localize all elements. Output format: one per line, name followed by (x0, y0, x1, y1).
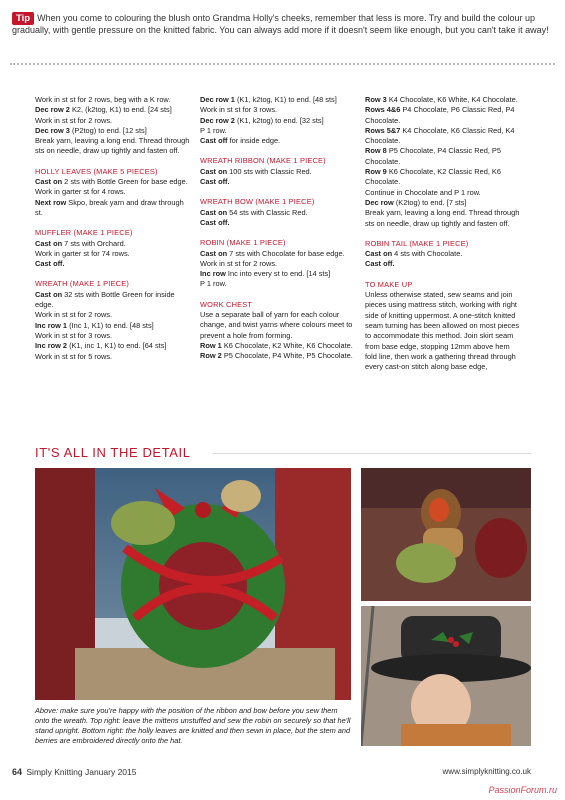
instruction-text: 7 sts with Chocolate for base edge. (227, 248, 345, 258)
instruction-label: Cast off (200, 136, 228, 146)
instruction-line (35, 187, 190, 197)
instruction-line (200, 116, 355, 126)
instruction-line (365, 95, 520, 105)
instruction-label: Dec row 2 (35, 105, 70, 115)
instruction-text: P 1 row. (200, 125, 227, 135)
magazine-issue: Simply Knitting January 2015 (26, 767, 137, 777)
instruction-line (200, 167, 355, 177)
instruction-text: K4 Chocolate, K6 Classic Red, K4 Chocolate. (365, 125, 515, 146)
instruction-label: Inc row 1 (35, 320, 68, 330)
instruction-line (35, 136, 190, 157)
instruction-text: Work in st st for 3 rows. (35, 330, 113, 340)
instruction-line (200, 105, 355, 115)
instruction-label: Inc row (200, 269, 226, 279)
instruction-line (365, 126, 520, 147)
page-number: 64 (12, 767, 23, 777)
instruction-text: Work in st st for 2 rows. (35, 310, 113, 320)
instruction-text: 4 sts with Chocolate. (392, 249, 463, 259)
instruction-line (35, 239, 190, 249)
instruction-label: Next row (35, 197, 67, 207)
instruction-text: Break yarn, leaving a long end. Thread through sts on needle, draw up tightly and fasten off. (365, 208, 520, 228)
instruction-label: Cast off. (365, 259, 395, 269)
instruction-line (200, 351, 355, 361)
instruction-line (365, 249, 520, 259)
instruction-line (35, 105, 190, 115)
instruction-line (35, 331, 190, 341)
instruction-label: Cast off. (200, 217, 230, 227)
instruction-text: Work in st st for 2 rows. (200, 258, 278, 268)
instruction-label: Row 2 (200, 351, 222, 361)
tip-text: When you come to colouring the blush onto Grandma Holly's cheeks, remember that less is more. Try and build the colour up gradually, with gentle pressure on the knitted fabric. You can always add more if it doesn't seem like enough, but you can't take it away! (12, 13, 549, 35)
instruction-text: Use a separate ball of yarn for each colour change, and twist yarns where colours meet to prevent a hole from forming. (200, 310, 353, 340)
website-link[interactable]: www.simplyknitting.co.uk (442, 767, 531, 776)
instruction-label: Cast on (35, 238, 63, 248)
instruction-line (35, 352, 190, 362)
section-heading: TO MAKE UP (365, 279, 413, 289)
section-heading: ROBIN TAIL (MAKE 1 PIECE) (365, 238, 469, 248)
instruction-text: 54 sts with Classic Red. (227, 207, 308, 217)
instruction-text: (K1, k2tog, K1) to end. [48 sts] (234, 95, 337, 104)
instruction-line (365, 290, 520, 372)
section-heading: MUFFLER (MAKE 1 PIECE) (35, 228, 133, 238)
instruction-line (200, 218, 355, 228)
instruction-label: Cast off. (35, 259, 65, 269)
pattern-column-2 (200, 95, 355, 362)
instruction-line (35, 198, 190, 219)
instruction-text: Unless otherwise stated, sew seams and join pieces using mattress stitch, working with right side of knitting uppermost. A one-stitch knitted seam turning has been allowed on most pieces to accommodate this method. Join skirt seam from base edge, stopping 12mm above hem fold line, then work a gathering thread through every cast-on stitch along base edge, (365, 290, 520, 372)
pattern-column-1 (35, 95, 190, 362)
instruction-line (35, 95, 190, 105)
instruction-label: Row 9 (365, 167, 387, 177)
instruction-text: Work in garter st for 4 rows. (35, 187, 126, 197)
instruction-text: P5 Chocolate, P4 White, P5 Chocolate. (221, 351, 353, 361)
instruction-text: (P2tog) to end. [12 sts] (69, 125, 147, 135)
instruction-line (35, 341, 190, 351)
instruction-text: K2, (k2tog, K1) to end. [24 sts] (69, 105, 172, 115)
instruction-text: 32 sts with Bottle Green for inside edge. (35, 289, 175, 310)
watermark: PassionForum.ru (488, 785, 557, 795)
instruction-text: P5 Chocolate, P4 Classic Red, P5 Chocolate. (365, 146, 501, 166)
instruction-text: Work in st st for 3 rows. (200, 105, 278, 115)
instruction-label: Cast on (200, 166, 228, 176)
section-heading: WREATH RIBBON (MAKE 1 PIECE) (200, 156, 326, 166)
instruction-text: (K1, k2tog) to end. [32 sts] (234, 115, 324, 125)
dotted-divider (10, 63, 555, 65)
instruction-label: Cast on (35, 289, 63, 299)
instruction-line (200, 249, 355, 259)
instruction-line (35, 259, 190, 269)
instruction-label: Row 3 (365, 95, 387, 104)
instruction-line (365, 198, 520, 208)
instruction-text: K6 Chocolate, K2 Classic Red, K6 Chocolate. (365, 167, 501, 187)
instruction-text: 2 sts with Bottle Green for base edge. (62, 177, 188, 187)
instruction-text: Work in st st for 2 rows, beg with a K row. (35, 95, 171, 104)
instruction-text: 100 sts with Classic Red. (227, 166, 312, 176)
instruction-line (200, 177, 355, 187)
section-rule (212, 453, 532, 454)
instruction-label: Row 1 (200, 340, 222, 350)
instruction-text: K4 Chocolate, K6 White, K4 Chocolate. (386, 95, 518, 104)
instruction-line (200, 208, 355, 218)
instruction-line (200, 95, 355, 105)
instruction-text: P 1 row. (200, 279, 227, 289)
instruction-line (35, 126, 190, 136)
instruction-label: Dec row 3 (35, 125, 70, 135)
instruction-line (35, 321, 190, 331)
instruction-line (200, 341, 355, 351)
pattern-column-3 (365, 95, 520, 372)
instruction-label: Rows 5&7 (365, 125, 401, 135)
instruction-line (200, 269, 355, 279)
instruction-line (35, 116, 190, 126)
instruction-label: Row 8 (365, 146, 387, 156)
instruction-label: Cast off. (200, 177, 230, 187)
instruction-text: for inside edge. (227, 136, 281, 146)
instruction-text: Work in st st for 2 rows. (35, 115, 113, 125)
instruction-text: Work in garter st for 74 rows. (35, 248, 130, 258)
section-heading: WREATH BOW (MAKE 1 PIECE) (200, 197, 315, 207)
instruction-line (200, 279, 355, 289)
photo-caption: Above: make sure you're happy with the position of the ribbon and bow before you sew them onto the wreath. Top right: leave the mittens unstuffed and sew the robin on securely so that he'll stand upright. Bottom right: the holly leaves are knitted and then sewn in place, but the stem and berries are embroidered directly onto the hat. (35, 706, 351, 745)
instruction-text: Inc into every st to end. [14 sts] (225, 269, 331, 279)
instruction-label: Dec row 1 (200, 95, 235, 104)
instruction-line (365, 259, 520, 269)
instruction-line (35, 290, 190, 311)
instruction-line (200, 126, 355, 136)
instruction-text: Break yarn, leaving a long end. Thread through sts on needle, draw up tightly and fasten off. (35, 136, 190, 156)
instruction-text: (K1, inc 1, K1) to end. [64 sts] (67, 341, 167, 351)
instruction-text: Work in st st for 5 rows. (35, 351, 113, 361)
tip-box (12, 12, 552, 37)
tip-badge: Tip (12, 12, 34, 25)
instruction-text: (Inc 1, K1) to end. [48 sts] (67, 320, 154, 330)
footer-left (12, 767, 136, 777)
instruction-text: (K2tog) to end. [7 sts] (393, 197, 467, 207)
instruction-label: Cast on (200, 248, 228, 258)
instruction-line (35, 249, 190, 259)
robin-illustration (361, 468, 531, 601)
instruction-label: Cast on (200, 207, 228, 217)
instruction-line (365, 208, 520, 229)
section-heading: WREATH (MAKE 1 PIECE) (35, 279, 129, 289)
instruction-label: Inc row 2 (35, 341, 68, 351)
instruction-line (200, 136, 355, 146)
wreath-illustration (35, 468, 351, 700)
instruction-line (365, 188, 520, 198)
hat-illustration (361, 606, 531, 746)
instruction-label: Dec row 2 (200, 115, 235, 125)
detail-section-title: IT'S ALL IN THE DETAIL (35, 445, 191, 460)
instruction-line (365, 146, 520, 167)
instruction-text: P4 Chocolate, P6 Classic Red, P4 Chocolate. (365, 105, 515, 125)
instruction-line (200, 310, 355, 341)
section-heading: ROBIN (MAKE 1 PIECE) (200, 238, 286, 248)
instruction-text: K6 Chocolate, K2 White, K6 Chocolate. (221, 340, 353, 350)
section-heading: WORK CHEST (200, 299, 253, 309)
instruction-text: 7 sts with Orchard. (62, 238, 126, 248)
instruction-label: Cast on (35, 177, 63, 187)
instruction-label: Rows 4&6 (365, 105, 401, 115)
instruction-line (365, 167, 520, 188)
instruction-label: Cast on (365, 249, 393, 259)
instruction-label: Dec row (365, 197, 394, 207)
instruction-line (35, 177, 190, 187)
instruction-line (200, 259, 355, 269)
wreath-photo (35, 468, 351, 700)
robin-photo (361, 468, 531, 601)
section-heading: HOLLY LEAVES (MAKE 5 PIECES) (35, 166, 158, 176)
instruction-text: Continue in Chocolate and P 1 row. (365, 187, 481, 197)
instruction-line (365, 105, 520, 126)
hat-photo (361, 606, 531, 746)
instruction-line (35, 310, 190, 320)
instruction-text: Skpo, break yarn and draw through st. (35, 197, 184, 217)
